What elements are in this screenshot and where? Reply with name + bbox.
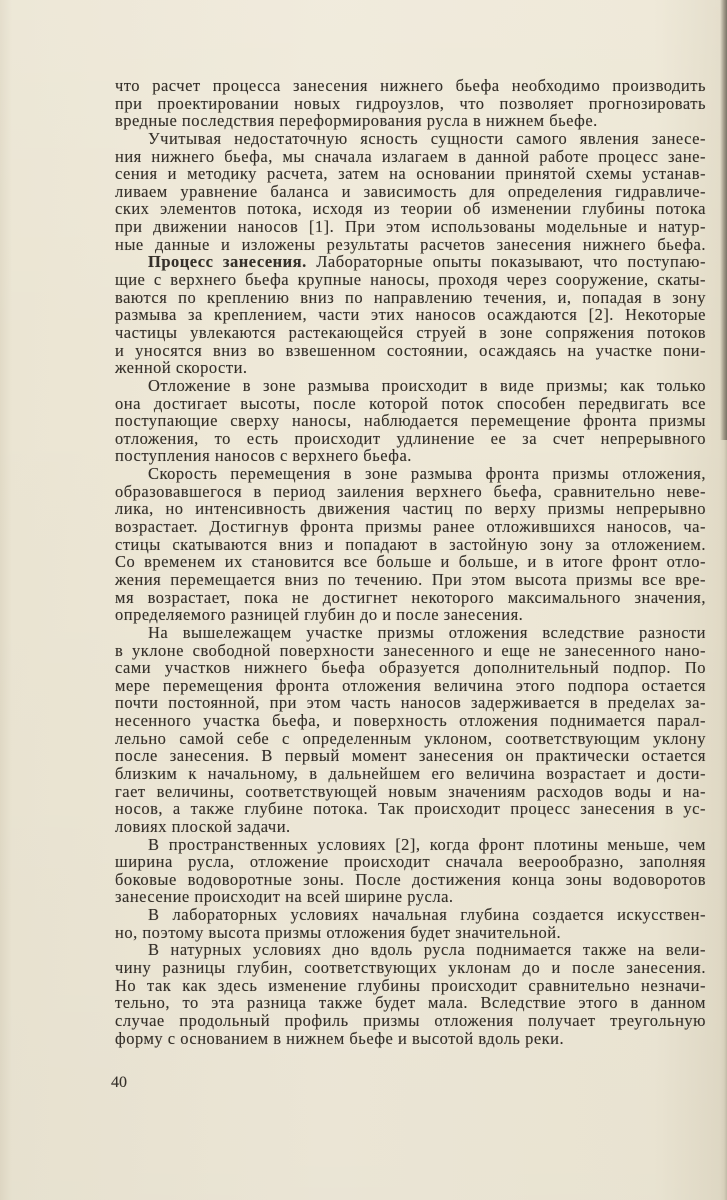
paragraph xyxy=(115,253,706,376)
paragraph xyxy=(115,465,706,624)
text-line: тельно, то эта разница также будет мала. Вследствие этого в данном xyxy=(115,993,706,1013)
text-line: Со временем их становится все больше и больше, и в итоге фронт отло- xyxy=(115,552,706,572)
text-line: Скорость перемещения в зоне размыва фронта призмы отложения, xyxy=(148,464,706,484)
page-number: 40 xyxy=(111,1074,127,1091)
text-line: ваются по креплению вниз по направлению течения, и, попадая в зону xyxy=(115,287,706,307)
text-line: возрастает. Достигнув фронта призмы ранее отложившихся наносов, ча- xyxy=(115,517,706,537)
text-line: Но так как здесь изменение глубины происходит сравнительно незначи- xyxy=(115,975,706,995)
text-line: поступления наносов с верхнего бьефа. xyxy=(115,446,412,466)
text-line: стицы скатываются вниз и попадают в застойную зону за отложением. xyxy=(115,534,706,554)
text-line: отложения, то есть происходит удлинение ее за счет непрерывного xyxy=(115,428,706,448)
text-line: образовавшегося в период заиления верхнего бьефа, сравнительно неве- xyxy=(115,481,706,501)
text-line: поступающие сверху наносы, наблюдается перемещение фронта призмы xyxy=(115,411,706,431)
page-edge-shadow xyxy=(720,0,727,440)
text-line: случае продольный профиль призмы отложения получает треугольную xyxy=(115,1010,706,1030)
paragraph xyxy=(115,130,706,253)
text-line: вредные последствия переформирования русла в нижнем бьефе. xyxy=(115,111,598,131)
text-line: На вышележащем участке призмы отложения вследствие разности xyxy=(148,622,706,642)
text-line: Учитывая недостаточную ясность сущности самого явления занесе- xyxy=(148,128,706,148)
text-line-rest: Лабораторные опыты показывают, что поступаю- xyxy=(316,252,707,272)
text-line: при движении наносов [1]. При этом использованы модельные и натур- xyxy=(115,217,706,237)
text-line: ских элементов потока, исходя из теории об изменении глубины потока xyxy=(115,199,706,219)
text-line: при проектировании новых гидроузлов, что позволяет прогнозировать xyxy=(115,93,706,113)
text-line: несенного участка бьефа, и поверхность отложения поднимается парал- xyxy=(115,711,706,731)
text-line: гает величины, соответствующей новым значениям расходов воды и на- xyxy=(115,781,706,801)
text-line: частицы увлекаются растекающейся струей в зоне сопряжения потоков xyxy=(115,322,706,342)
text-line: ловиях плоской задачи. xyxy=(115,816,291,836)
text-line: она достигает высоты, после которой поток способен передвигать все xyxy=(115,393,706,413)
text-line: ные данные и изложены результаты расчетов занесения нижнего бьефа. xyxy=(115,234,706,254)
text-line: но, поэтому высота призмы отложения будет значительной. xyxy=(115,922,562,942)
text-line: щие с верхнего бьефа крупные наносы, проходя через сооружение, скаты- xyxy=(115,270,706,290)
text-line: женной скорости. xyxy=(115,358,248,378)
body-text xyxy=(115,77,706,1047)
text-line: занесение происходит на всей ширине русла. xyxy=(115,887,454,907)
text-line: чину разницы глубин, соответствующих уклонам до и после занесения. xyxy=(115,958,706,978)
text-line: В натурных условиях дно вдоль русла поднимается также на вели- xyxy=(148,940,706,960)
text-line: боковые водоворотные зоны. После достижения конца зоны водоворотов xyxy=(115,869,706,889)
text-line: размыва за креплением, части этих наносов осаждаются [2]. Некоторые xyxy=(115,305,706,325)
text-line: В пространственных условиях [2], когда фронт плотины меньше, чем xyxy=(148,834,706,854)
paragraph xyxy=(115,836,706,907)
text-line: близким к начальному, в дальнейшем его величина возрастает и дости- xyxy=(115,763,706,783)
text-line: после занесения. В первый момент занесения он практически остается xyxy=(115,746,706,766)
paragraph xyxy=(115,377,706,465)
text-line: определяемого разницей глубин до и после занесения. xyxy=(115,605,524,625)
text-line: Отложение в зоне размыва происходит в виде призмы; как только xyxy=(148,375,706,395)
text-line: сами участков нижнего бьефа образуется дополнительный подпор. По xyxy=(115,658,706,678)
paragraph xyxy=(115,77,706,130)
text-line: В лабораторных условиях начальная глубина создается искусствен- xyxy=(148,905,706,925)
text-line: в уклоне свободной поверхности занесенного и еще не занесенного нано- xyxy=(115,640,706,660)
text-line: лельно самой себе с определенным уклоном, соответствующим уклону xyxy=(115,728,706,748)
text-line: мере перемещения фронта отложения величина этого подпора остается xyxy=(115,675,706,695)
text-line: мя возрастает, пока не достигнет некоторого максимального значения, xyxy=(115,587,706,607)
text-line: почти постоянной, при этом часть наносов задерживается в пределах за- xyxy=(115,693,706,713)
text-line: форму с основанием в нижнем бьефе и высотой вдоль реки. xyxy=(115,1028,565,1048)
text-line: носов, а также глубине потока. Так происходит процесс занесения в ус- xyxy=(115,799,706,819)
paragraph xyxy=(115,941,706,1047)
text-line: сения и методику расчета, затем на основании принятой схемы устанав- xyxy=(115,164,706,184)
paragraph xyxy=(115,624,706,836)
text-line: что расчет процесса занесения нижнего бьефа необходимо производить xyxy=(115,76,706,95)
section-heading: Процесс занесения. xyxy=(148,252,307,272)
text-line: лика, но интенсивность движения частиц по верху призмы непрерывно xyxy=(115,499,706,519)
text-line: ширина русла, отложение происходит сначала веерообразно, заполняя xyxy=(115,852,706,872)
text-line: ния нижнего бьефа, мы сначала излагаем в данной работе процесс зане- xyxy=(115,146,706,166)
text-line: жения перемещается вниз по течению. При этом высота призмы все вре- xyxy=(115,569,706,589)
text-line xyxy=(115,253,706,271)
text-line: и уносятся вниз во взвешенном состоянии, осаждаясь на участке пони- xyxy=(115,340,706,360)
paragraph xyxy=(115,906,706,941)
text-line: ливаем уравнение баланса и зависимость для определения гидравличе- xyxy=(115,181,706,201)
